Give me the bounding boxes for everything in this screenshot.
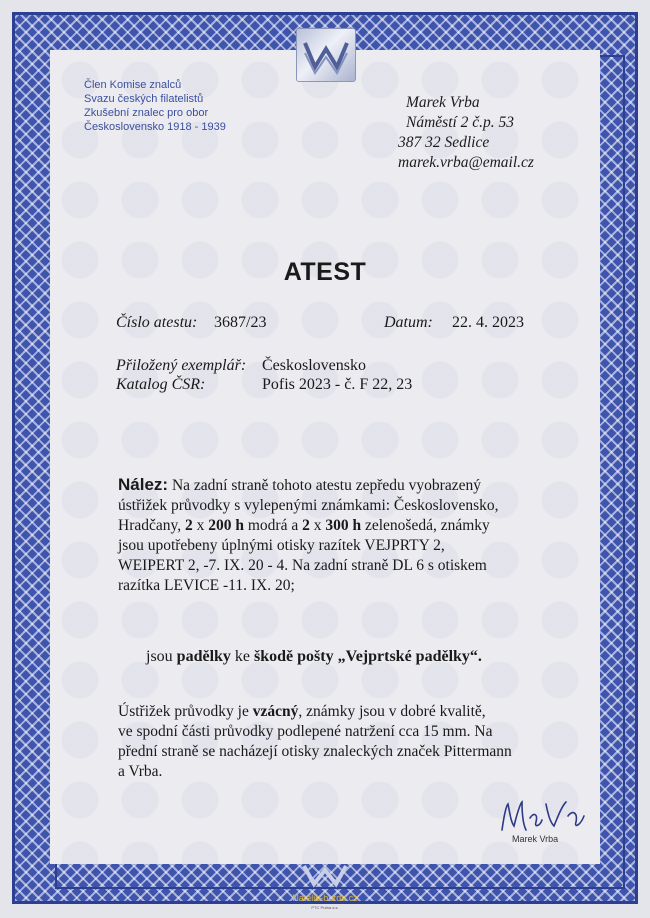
printer-mark: PTC Praha a.s. — [311, 905, 339, 910]
finding-line: jsou upotřebeny úplnými otisky razítek VEJPRTY 2, — [118, 537, 445, 554]
finding-text: zelenošedá, známky — [364, 517, 490, 534]
notes-paragraph — [118, 702, 558, 782]
finding-line: ústřižek průvodky s vylepenými známkami: Československo, — [118, 497, 499, 514]
notes-text: Ústřižek průvodky je — [118, 703, 249, 720]
commission-info — [84, 78, 284, 134]
cert-number-label: Číslo atestu: — [116, 314, 198, 331]
handwritten-signature-icon — [496, 796, 586, 836]
verdict-type: „Vejprtské padělky“. — [337, 648, 482, 665]
address-email: marek.vrba@email.cz — [398, 154, 534, 171]
stamp-value: 200 h — [208, 517, 244, 534]
expert-name: Marek Vrba — [406, 94, 480, 111]
notes-line: a Vrba. — [118, 763, 163, 780]
finding-text: x — [196, 517, 205, 534]
commission-line: Zkušební znalec pro obor — [84, 107, 209, 119]
commission-line: Československo 1918 - 1939 — [84, 121, 226, 133]
finding-line: WEIPERT 2, -7. IX. 20 - 4. Na zadní straně DL 6 s otiskem — [118, 557, 487, 574]
address-city: 387 32 Sedlice — [398, 134, 490, 151]
document-title: ATEST — [283, 258, 367, 286]
date-label: Datum: — [384, 314, 433, 331]
watermark-logo-icon — [300, 862, 350, 888]
hologram-seal — [296, 28, 356, 82]
finding-text: Hradčany, — [118, 517, 182, 534]
specimen-label: Přiložený exemplář: — [116, 357, 247, 374]
signature-name: Marek Vrba — [512, 834, 559, 844]
verdict-text: ke — [234, 648, 251, 665]
notes-line: přední straně se nacházejí otisky znaleckých značek Pittermann — [118, 743, 512, 760]
finding-text: x — [313, 517, 322, 534]
catalog-value: Pofis 2023 - č. F 22, 23 — [262, 376, 413, 393]
verdict — [146, 648, 482, 666]
cert-number-value: 3687/23 — [214, 314, 267, 331]
finding-label: Nález: — [118, 475, 169, 494]
stamp-value: 300 h — [325, 517, 362, 534]
expert-address — [398, 93, 598, 173]
stamp-count: 2 — [185, 517, 193, 534]
address-street: Náměstí 2 č.p. 53 — [406, 114, 515, 131]
verdict-damage: škodě pošty — [254, 648, 334, 665]
finding-line: razítka LEVICE -11. IX. 20; — [118, 577, 295, 594]
specimen-value: Československo — [262, 357, 366, 374]
verdict-text: jsou — [146, 648, 173, 665]
notes-line: ve spodní části průvodky podlepené natržení cca 15 mm. Na — [118, 723, 493, 740]
commission-line: Svazu českých filatelistů — [84, 93, 204, 105]
verdict-forgery: padělky — [176, 648, 231, 665]
date-value: 22. 4. 2023 — [452, 314, 524, 331]
stamp-count: 2 — [302, 517, 310, 534]
rarity-label: vzácný — [252, 703, 299, 720]
website-watermark: filatelie-burda.cz — [292, 893, 358, 903]
catalog-label: Katalog ČSR: — [116, 376, 206, 393]
finding-paragraph — [118, 475, 558, 596]
finding-line: Na zadní straně tohoto atestu zepředu vyobrazený — [171, 477, 481, 494]
finding-text: modrá a — [247, 517, 299, 534]
commission-line: Člen Komise znalců — [84, 79, 182, 91]
notes-text: , známky jsou v dobré kvalitě, — [298, 703, 486, 720]
